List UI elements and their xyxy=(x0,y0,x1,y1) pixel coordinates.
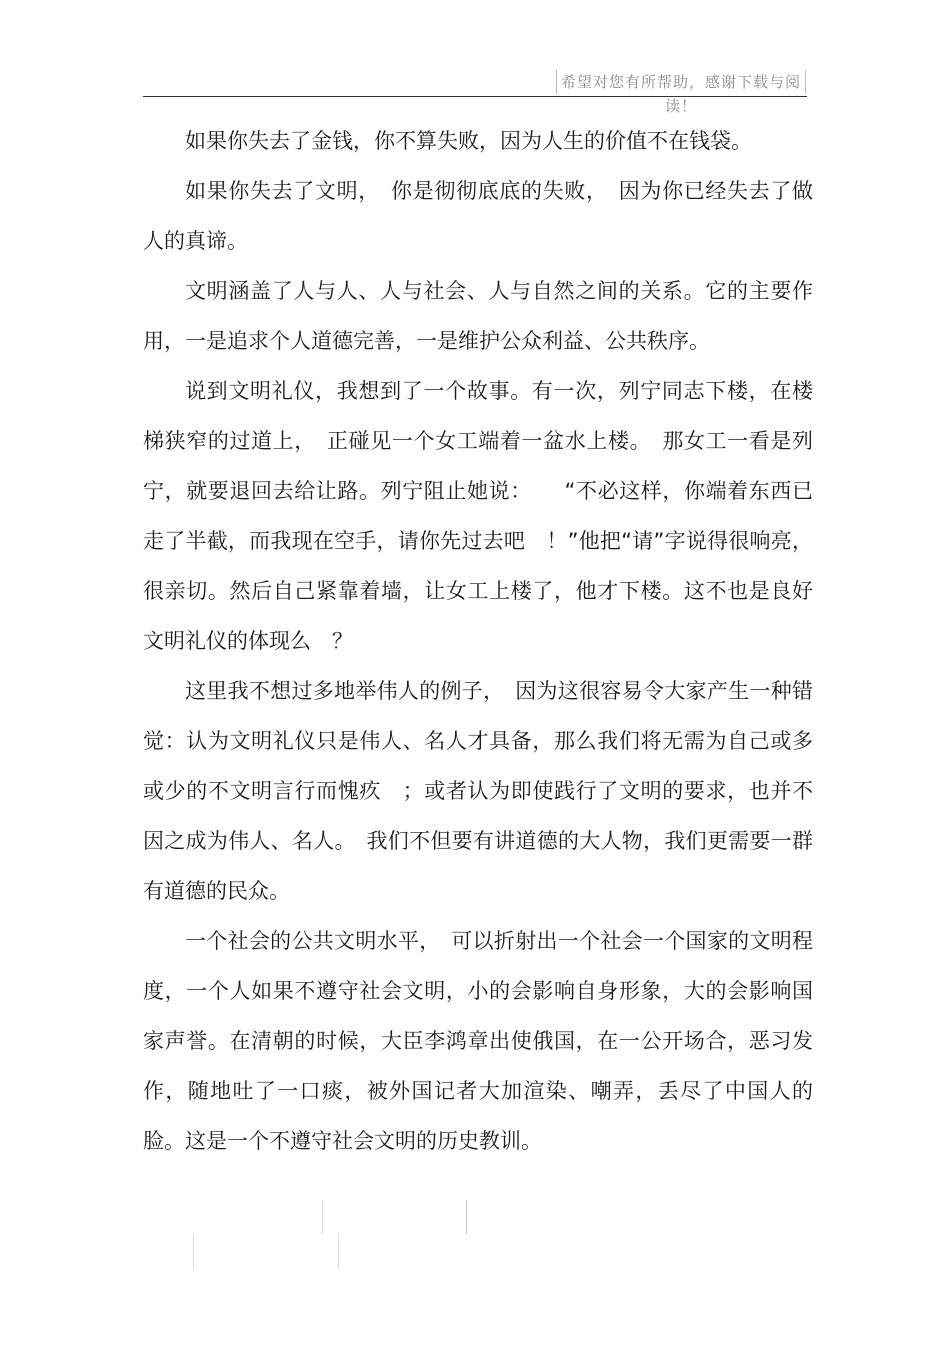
article-body xyxy=(143,116,813,1166)
header-note: 希望对您有所帮助，感谢下载与阅读！ xyxy=(556,70,806,94)
paragraph-3: 文明涵盖了人与人、人与社会、人与自然之间的关系。它的主要作用，一是追求个人道德完善，一是维护公众利益、公共秩序。 xyxy=(143,279,813,353)
paragraph-6: 一个社会的公共文明水平， 可以折射出一个社会一个国家的文明程度，一个人如果不遵守社会文明，小的会影响自身形象，大的会影响国家声誉。在清朝的时候，大臣李鸿章出使俄国，在一公开场合，恶习发作，随地吐了一口痰，被外国记者大加渲染、嘲弄，丢尽了中国人的脸。这是一个不遵守社会文明的历史教训。 xyxy=(143,929,813,1153)
faint-line-mark xyxy=(193,1234,194,1268)
header-divider xyxy=(143,96,807,97)
paragraph-2: 如果你失去了文明， 你是彻彻底底的失败， 因为你已经失去了做人的真谛。 xyxy=(143,179,813,253)
faint-line-mark xyxy=(322,1200,323,1234)
faint-line-mark xyxy=(338,1234,339,1268)
paragraph-5: 这里我不想过多地举伟人的例子， 因为这很容易令大家产生一种错觉：认为文明礼仪只是伟人、名人才具备，那么我们将无需为自己或多或少的不文明言行而愧疚 ；或者认为即使践行了文明的要求，也并不因之成为伟人、名人。 我们不但要有讲道德的大人物，我们更需要一群有道德的民众。 xyxy=(143,679,813,903)
paragraph-1: 如果你失去了金钱，你不算失败，因为人生的价值不在钱袋。 xyxy=(185,129,752,153)
paragraph-4: 说到文明礼仪，我想到了一个故事。有一次，列宁同志下楼，在楼梯狭窄的过道上， 正碰见一个女工端着一盆水上楼。 那女工一看是列宁，就要退回去给让路。列宁阻止她说： “不必这样，你端着东西已走了半截，而我现在空手，请你先过去吧 ！”他把“请”字说得很响亮，很亲切。然后自己紧靠着墙，让女工上楼了，他才下楼。这不也是良好文明礼仪的体现么 ？ xyxy=(143,379,813,653)
faint-line-mark xyxy=(466,1200,467,1234)
